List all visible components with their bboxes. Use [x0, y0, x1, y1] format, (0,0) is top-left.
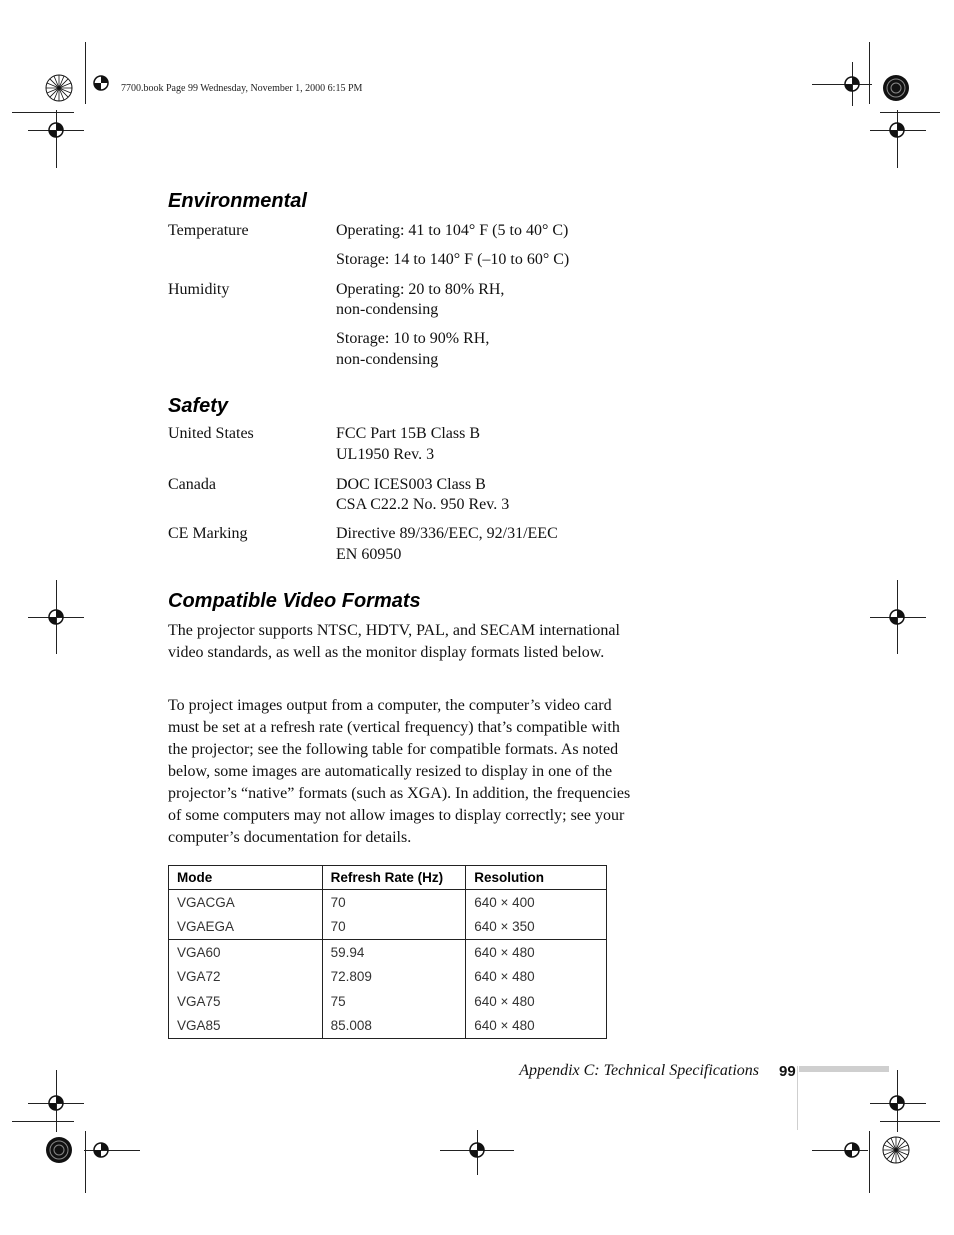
spec-value: non-condensing: [336, 351, 439, 368]
table-row: [169, 989, 607, 1014]
column-header: Refresh Rate (Hz): [322, 866, 466, 890]
running-footer-title: Appendix C: Technical Specifications: [519, 1062, 759, 1079]
environmental-heading: Environmental: [168, 190, 307, 212]
crosshair-icon: [888, 608, 906, 626]
table-cell: 70: [322, 915, 466, 940]
spec-label: United States: [168, 425, 254, 442]
column-header: Resolution: [466, 866, 607, 890]
table-header-row: [169, 866, 607, 890]
table-cell: 640 × 480: [466, 940, 607, 965]
table-cell: VGA85: [169, 1014, 323, 1039]
registration-target-icon: [882, 74, 910, 102]
crosshair-icon: [468, 1141, 486, 1159]
spec-label: Canada: [168, 476, 216, 493]
crosshair-icon: [92, 1141, 110, 1159]
video-formats-table: [168, 865, 607, 1039]
spec-value: CSA C22.2 No. 950 Rev. 3: [336, 496, 510, 513]
table-cell: 59.94: [322, 940, 466, 965]
spec-label: Temperature: [168, 222, 249, 239]
page-number: 99: [779, 1063, 796, 1080]
table-cell: VGA75: [169, 989, 323, 1014]
table-row: [169, 915, 607, 940]
footer-vertical-rule: [797, 1066, 798, 1130]
crosshair-icon: [888, 1094, 906, 1112]
spec-value: DOC ICES003 Class B: [336, 476, 486, 493]
spec-value: Operating: 41 to 104° F (5 to 40° C): [336, 222, 569, 239]
video-formats-heading: Compatible Video Formats: [168, 590, 421, 612]
intro-paragraph: The projector supports NTSC, HDTV, PAL, and SECAM international video standards, as well as the monitor display formats listed below.: [168, 622, 620, 661]
safety-heading: Safety: [168, 395, 229, 417]
spec-value: non-condensing: [336, 301, 439, 318]
table-cell: 640 × 480: [466, 965, 607, 990]
spec-value: Storage: 10 to 90% RH,: [336, 330, 490, 347]
crosshair-icon: [92, 74, 110, 92]
column-header: Mode: [169, 866, 323, 890]
table-cell: 640 × 350: [466, 915, 607, 940]
spec-value: EN 60950: [336, 546, 402, 563]
crosshair-icon: [843, 75, 861, 93]
table-cell: 72.809: [322, 965, 466, 990]
crosshair-icon: [47, 1094, 65, 1112]
spec-label: CE Marking: [168, 525, 248, 542]
spec-value: UL1950 Rev. 3: [336, 446, 435, 463]
table-cell: VGA72: [169, 965, 323, 990]
table-row: [169, 965, 607, 990]
table-cell: 70: [322, 890, 466, 915]
spec-label: Humidity: [168, 281, 230, 298]
table-cell: VGAEGA: [169, 915, 323, 940]
table-cell: 640 × 400: [466, 890, 607, 915]
table-cell: 640 × 480: [466, 1014, 607, 1039]
crosshair-icon: [888, 121, 906, 139]
table-row: [169, 1014, 607, 1039]
footer-rule: [799, 1066, 889, 1072]
table-cell: 85.008: [322, 1014, 466, 1039]
table-cell: 75: [322, 989, 466, 1014]
crosshair-icon: [47, 121, 65, 139]
spec-value: Storage: 14 to 140° F (–10 to 60° C): [336, 251, 570, 268]
table-cell: 640 × 480: [466, 989, 607, 1014]
spec-value: Directive 89/336/EEC, 92/31/EEC: [336, 525, 558, 542]
registration-target-icon: [882, 1136, 910, 1164]
table-cell: VGACGA: [169, 890, 323, 915]
registration-target-icon: [45, 1136, 73, 1164]
table-cell: VGA60: [169, 940, 323, 965]
crosshair-icon: [843, 1141, 861, 1159]
crosshair-icon: [47, 608, 65, 626]
body-paragraph: To project images output from a computer, the computer’s video card must be set at a refresh rate (vertical frequency) that’s compatible with the projector; see the following table for compatible formats. As noted below, some images are automatically resized to display in one of the projector’s “native” formats (such as XGA). In addition, the frequencies of some computers may not allow images to display correctly; see your computer’s documentation for details.: [168, 697, 631, 846]
print-slug: 7700.book Page 99 Wednesday, November 1, 2000 6:15 PM: [121, 83, 363, 94]
registration-target-icon: [45, 74, 73, 102]
spec-value: Operating: 20 to 80% RH,: [336, 281, 505, 298]
table-row: [169, 890, 607, 915]
table-row: [169, 940, 607, 965]
spec-value: FCC Part 15B Class B: [336, 425, 481, 442]
